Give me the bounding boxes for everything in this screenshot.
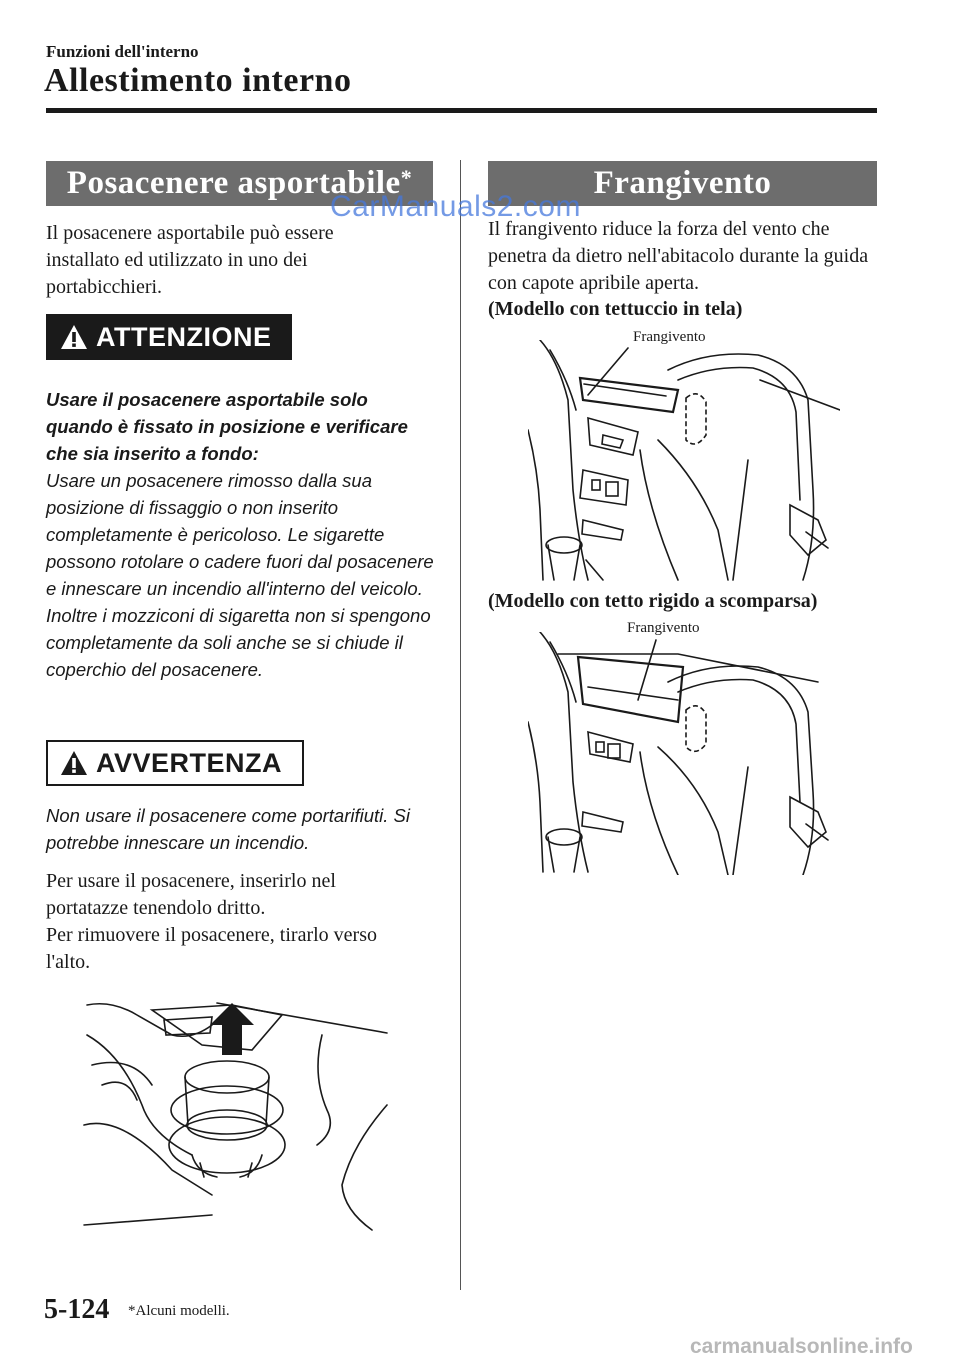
chapter-subtitle: Funzioni dell'interno: [46, 42, 199, 61]
page-number: 5-124: [44, 1294, 110, 1325]
model-heading-soft-top: (Modello con tettuccio in tela): [488, 298, 743, 320]
soft-top-windblocker-illustration: [528, 340, 840, 582]
frangivento-intro: Il frangivento riduce la forza del vento che penetra da dietro nell'abitacolo durante la guida con capote apribile aperta.: [488, 218, 869, 294]
hard-top-windblocker-illustration: [528, 632, 840, 875]
warning-triangle-icon: [60, 324, 88, 350]
attenzione-label: ATTENZIONE: [96, 321, 272, 352]
column-divider: [460, 160, 461, 1290]
footnote: *Alcuni modelli.: [128, 1303, 230, 1319]
avvertenza-label-box: [46, 740, 304, 786]
ashtray-removal-illustration: [82, 995, 392, 1235]
section-title-text: Posacenere asportabile: [66, 165, 401, 201]
posacenere-intro: Il posacenere asportabile può essere installato ed utilizzato in uno dei portabicchieri.: [46, 222, 334, 298]
avvertenza-text: Non usare il posacenere come portarifiuti. Si potrebbe innescare un incendio.: [46, 805, 411, 853]
posacenere-usage: Per usare il posacenere, inserirlo nel portatazze tenendolo dritto. Per rimuovere il posacenere, tirarlo verso l'alto.: [46, 870, 377, 973]
callout-frangivento-2: Frangivento: [627, 620, 700, 636]
page-title: Allestimento interno: [44, 62, 352, 99]
callout-frangivento-1: Frangivento: [633, 329, 706, 345]
attenzione-text: Usare un posacenere rimosso dalla sua posizione di fissaggio o non inserito completamente è pericoloso. Le sigarette possono rotolare o cadere fuori dal posacenere e innescare un incendio all'interno del veicolo. Inoltre i mozziconi di sigaretta non si spengono completamente da soli anche se si chiude il coperchio del posacenere.: [46, 470, 434, 680]
site-watermark: carmanualsonline.info: [690, 1335, 913, 1358]
attenzione-label-box: [46, 314, 292, 360]
section-title-frangivento: Frangivento: [488, 161, 877, 206]
avvertenza-label: AVVERTENZA: [96, 747, 283, 778]
warning-triangle-icon: [60, 750, 88, 776]
model-heading-hard-top: (Modello con tetto rigido a scomparsa): [488, 590, 818, 612]
footnote-marker: *: [400, 164, 413, 190]
attenzione-body: [46, 386, 436, 683]
watermark-text: CarManuals2.com: [330, 190, 581, 223]
header-rule: [46, 108, 877, 113]
attenzione-lead: Usare il posacenere asportabile solo quando è fissato in posizione e verificare che sia inserito a fondo:: [46, 389, 408, 464]
